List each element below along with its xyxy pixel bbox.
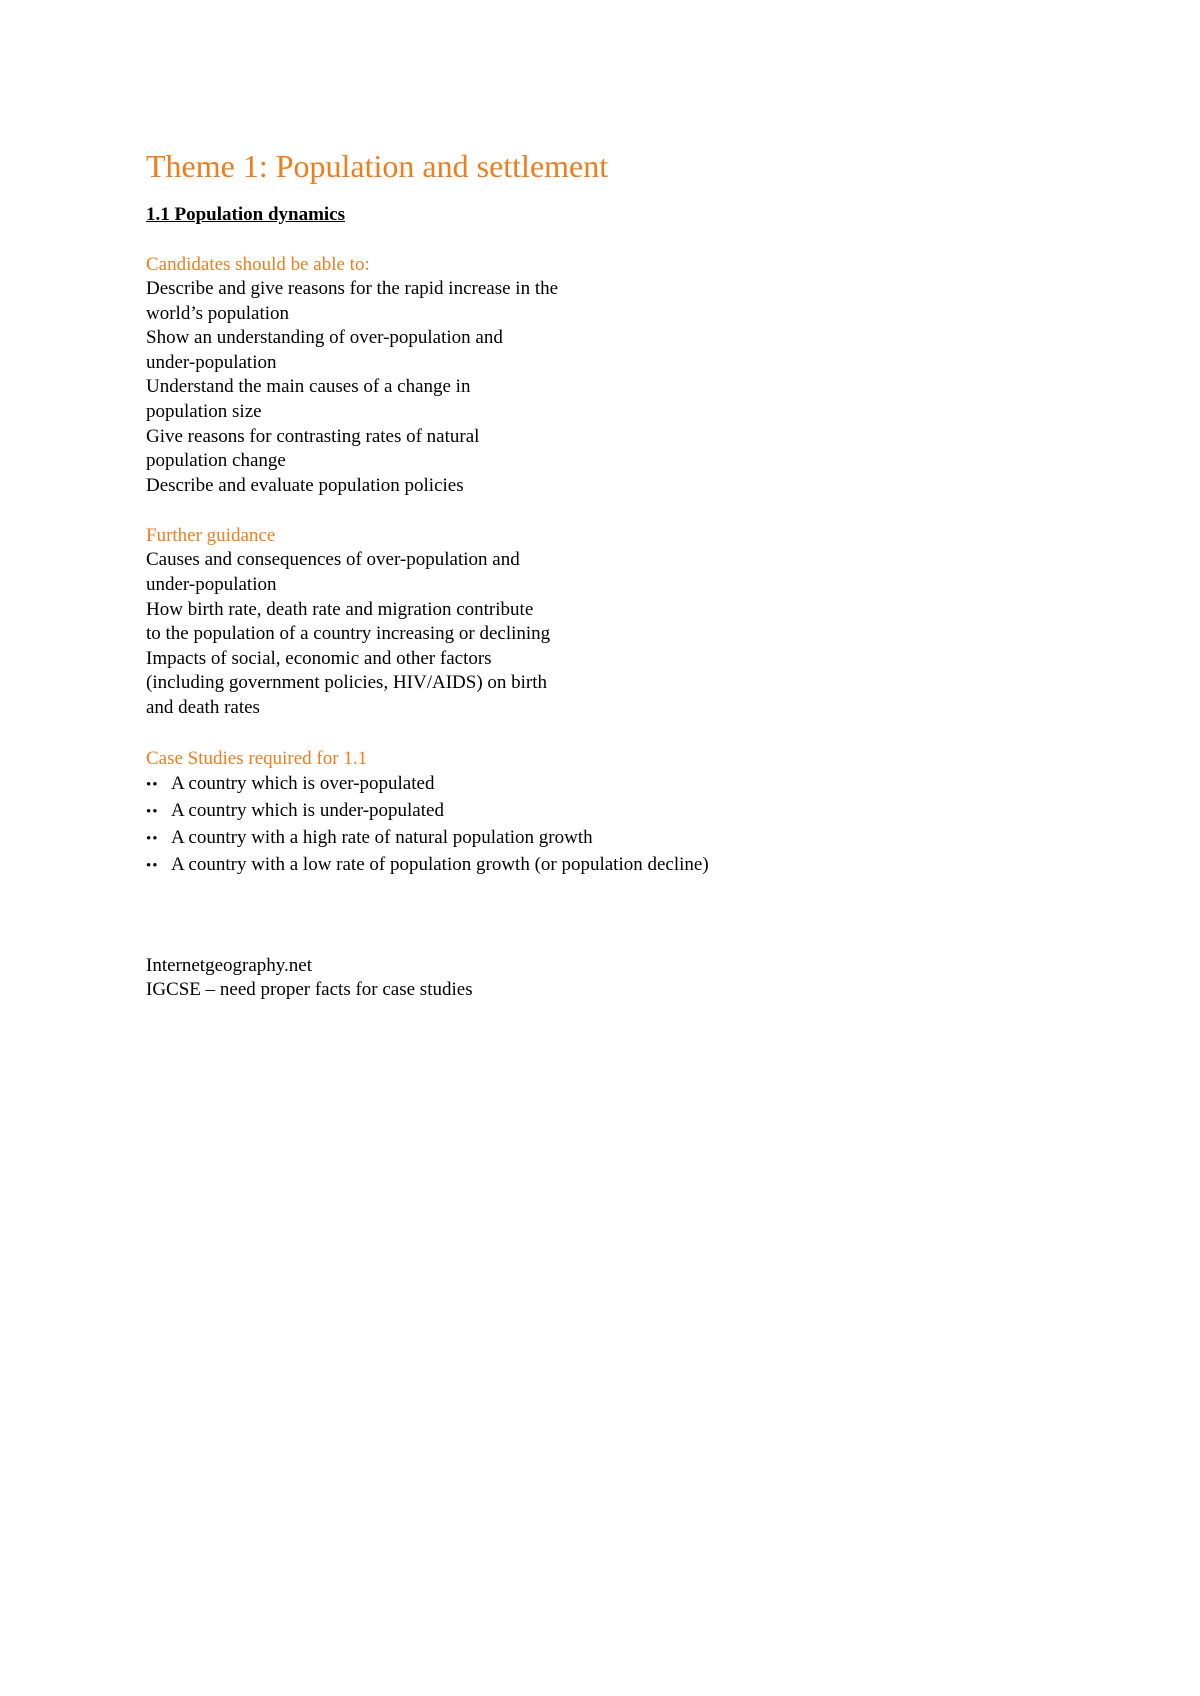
theme-title: Theme 1: Population and settlement — [146, 148, 609, 184]
objective-line: under-population — [146, 351, 277, 373]
case-study-item — [146, 825, 1046, 852]
objective-line: population change — [146, 450, 286, 472]
objective-line: Give reasons for contrasting rates of natural — [146, 425, 480, 447]
objectives-block — [146, 252, 1046, 498]
guidance-line: under-population — [146, 573, 277, 595]
objective-line: Describe and give reasons for the rapid increase in the — [146, 278, 559, 299]
guidance-line: How birth rate, death rate and migration contribute — [146, 598, 534, 620]
document-page — [146, 144, 1046, 1003]
guidance-line: (including government policies, HIV/AIDS) on birth — [146, 672, 548, 694]
bullet-icon: •• — [146, 803, 159, 820]
guidance-line: Causes and consequences of over-population and — [146, 549, 520, 571]
objective-line: Show an understanding of over-population and — [146, 327, 503, 349]
objective-line: Understand the main causes of a change in — [146, 376, 471, 398]
objective-line: population size — [146, 400, 262, 422]
objective-line: world’s population — [146, 302, 290, 324]
guidance-heading: Further guidance — [146, 525, 276, 547]
case-study-item — [146, 798, 1046, 825]
case-study-text: A country with a high rate of natural population growth — [171, 826, 593, 848]
guidance-line: to the population of a country increasing or declining — [146, 623, 551, 645]
case-studies-list — [146, 771, 1046, 879]
case-studies-block — [146, 746, 1046, 879]
bullet-icon: •• — [146, 830, 159, 847]
objective-line: Describe and evaluate population policies — [146, 474, 464, 496]
notes-block — [146, 954, 1046, 1003]
case-study-text: A country with a low rate of population growth (or population decline) — [171, 853, 709, 875]
objectives-heading: Candidates should be able to: — [146, 254, 370, 275]
note-line: IGCSE – need proper facts for case studies — [146, 979, 473, 1001]
guidance-block — [146, 523, 1046, 720]
guidance-line: Impacts of social, economic and other factors — [146, 647, 492, 669]
case-study-text: A country which is over-populated — [171, 772, 435, 794]
case-study-item — [146, 852, 1046, 879]
case-study-item — [146, 771, 1046, 798]
bullet-icon: •• — [146, 776, 159, 793]
case-studies-heading: Case Studies required for 1.1 — [146, 747, 368, 769]
guidance-line: and death rates — [146, 696, 260, 718]
section-heading: 1.1 Population dynamics — [146, 204, 346, 225]
note-line: Internetgeography.net — [146, 954, 312, 976]
case-study-text: A country which is under-populated — [171, 799, 444, 821]
bullet-icon: •• — [146, 857, 159, 874]
